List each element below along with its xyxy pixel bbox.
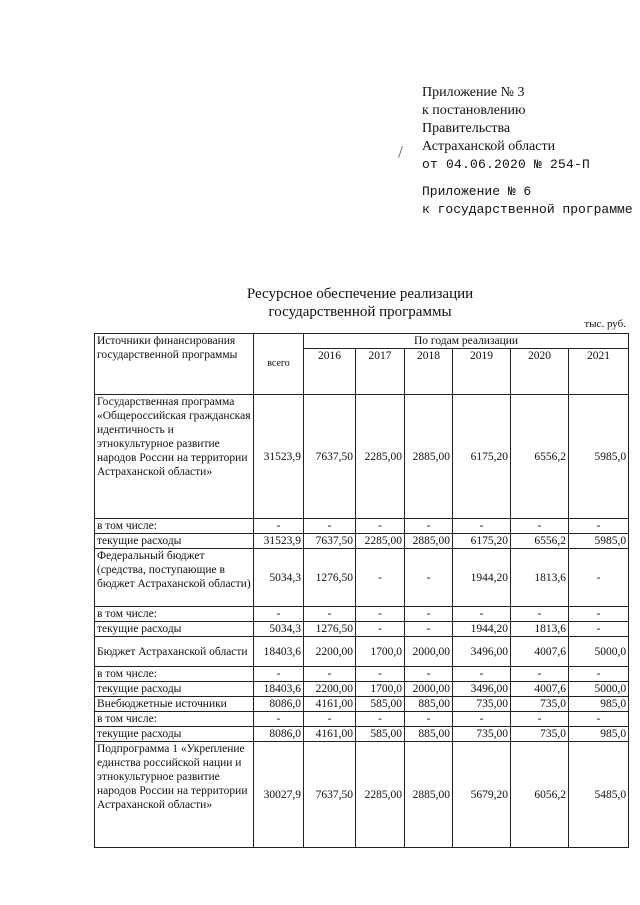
row-year-value: 1944,20	[453, 622, 511, 637]
row-year-value: -	[511, 667, 569, 682]
row-year-value: 585,00	[356, 727, 405, 742]
row-total: -	[254, 667, 304, 682]
row-year-value: 985,0	[569, 727, 629, 742]
table-row	[95, 549, 629, 607]
row-year-value: 5985,0	[569, 395, 629, 519]
row-year-value: -	[304, 712, 356, 727]
row-year-value: 2000,00	[405, 637, 453, 667]
table-row	[95, 395, 629, 519]
row-year-value: 6175,20	[453, 534, 511, 549]
row-year-value: -	[511, 519, 569, 534]
table-row	[95, 712, 629, 727]
annex-3-title: Приложение № 3	[422, 85, 525, 100]
row-year-value: 7637,50	[304, 742, 356, 848]
row-year-value: -	[356, 549, 405, 607]
header-year: 2020	[511, 349, 569, 395]
row-year-value: 7637,50	[304, 395, 356, 519]
row-label: Внебюджетные источники	[95, 697, 254, 712]
pen-mark	[398, 146, 403, 158]
table-row	[95, 519, 629, 534]
row-year-value: 2000,00	[405, 682, 453, 697]
header-source: Источники финансирования государственной программы	[95, 334, 254, 395]
table-row	[95, 622, 629, 637]
row-year-value: 985,0	[569, 697, 629, 712]
row-year-value: -	[405, 607, 453, 622]
annex-6-header	[422, 183, 633, 219]
row-total: 5034,3	[254, 549, 304, 607]
row-year-value: -	[569, 712, 629, 727]
row-year-value: 2885,00	[405, 395, 453, 519]
annex-6-line-2: к государственной программе	[422, 202, 633, 217]
row-label: текущие расходы	[95, 682, 254, 697]
header-year: 2019	[453, 349, 511, 395]
row-year-value: -	[453, 519, 511, 534]
row-year-value: -	[511, 607, 569, 622]
row-label: Бюджет Астраханской области	[95, 637, 254, 667]
header-total: всего	[254, 334, 304, 395]
row-year-value: 5485,0	[569, 742, 629, 848]
header-by-years: По годам реализации	[304, 334, 629, 349]
row-total: -	[254, 712, 304, 727]
row-year-value: -	[569, 622, 629, 637]
row-year-value: 2200,00	[304, 682, 356, 697]
row-year-value: 1700,0	[356, 637, 405, 667]
table-row	[95, 742, 629, 848]
row-year-value: 4161,00	[304, 727, 356, 742]
annex-6-title: Приложение № 6	[422, 184, 532, 199]
row-label: в том числе:	[95, 519, 254, 534]
row-year-value: -	[356, 607, 405, 622]
row-year-value: -	[569, 607, 629, 622]
row-year-value: 3496,00	[453, 637, 511, 667]
document-title	[220, 285, 500, 321]
row-year-value: 735,0	[511, 727, 569, 742]
annex-3-line-2: к постановлению	[422, 103, 526, 118]
row-year-value: 4007,6	[511, 682, 569, 697]
row-year-value: -	[304, 519, 356, 534]
document-title-line-2: государственной программы	[268, 304, 452, 320]
row-year-value: 735,00	[453, 697, 511, 712]
row-year-value: 6175,20	[453, 395, 511, 519]
row-label: текущие расходы	[95, 622, 254, 637]
row-total: 31523,9	[254, 534, 304, 549]
row-total: 8086,0	[254, 727, 304, 742]
row-year-value: -	[356, 519, 405, 534]
table-row	[95, 607, 629, 622]
row-year-value: -	[356, 622, 405, 637]
row-year-value: 2285,00	[356, 742, 405, 848]
row-total: -	[254, 519, 304, 534]
annex-3-line-3: Правительства	[422, 121, 511, 136]
row-year-value: 4161,00	[304, 697, 356, 712]
row-year-value: -	[405, 622, 453, 637]
resource-table	[94, 333, 629, 848]
row-year-value: 735,00	[453, 727, 511, 742]
row-year-value: 3496,00	[453, 682, 511, 697]
row-label: текущие расходы	[95, 534, 254, 549]
row-year-value: -	[356, 712, 405, 727]
row-year-value: -	[569, 549, 629, 607]
row-year-value: -	[304, 667, 356, 682]
annex-3-header	[422, 84, 590, 174]
row-total: 8086,0	[254, 697, 304, 712]
row-year-value: -	[511, 712, 569, 727]
row-total: 18403,6	[254, 637, 304, 667]
table-row	[95, 637, 629, 667]
document-title-line-1: Ресурсное обеспечение реализации	[246, 286, 474, 302]
table-row	[95, 682, 629, 697]
row-total: 31523,9	[254, 395, 304, 519]
row-year-value: 2885,00	[405, 742, 453, 848]
row-year-value: 885,00	[405, 727, 453, 742]
row-year-value: -	[405, 549, 453, 607]
row-year-value: 585,00	[356, 697, 405, 712]
row-total: 30027,9	[254, 742, 304, 848]
row-year-value: 1813,6	[511, 549, 569, 607]
row-year-value: 4007,6	[511, 637, 569, 667]
row-year-value: 2200,00	[304, 637, 356, 667]
row-year-value: 1944,20	[453, 549, 511, 607]
row-year-value: -	[453, 607, 511, 622]
row-year-value: 5985,0	[569, 534, 629, 549]
row-label: Подпрограмма 1 «Укрепление единства российской нации и этнокультурное развитие народов России на территории Астраханской области»	[95, 742, 254, 848]
row-year-value: 6056,2	[511, 742, 569, 848]
table-body	[95, 395, 629, 848]
row-label: Государственная программа «Общероссийская гражданская идентичность и этнокультурное развитие народов России на территории Астраханской области»	[95, 395, 254, 519]
row-year-value: 1813,6	[511, 622, 569, 637]
row-label: текущие расходы	[95, 727, 254, 742]
row-year-value: -	[304, 607, 356, 622]
row-year-value: 1700,0	[356, 682, 405, 697]
row-year-value: 5000,0	[569, 637, 629, 667]
row-label: в том числе:	[95, 607, 254, 622]
row-year-value: 885,00	[405, 697, 453, 712]
row-year-value: -	[356, 667, 405, 682]
row-label: в том числе:	[95, 667, 254, 682]
row-year-value: 1276,50	[304, 549, 356, 607]
row-year-value: 6556,2	[511, 534, 569, 549]
row-total: -	[254, 607, 304, 622]
row-year-value: 6556,2	[511, 395, 569, 519]
row-year-value: -	[569, 519, 629, 534]
header-year: 2017	[356, 349, 405, 395]
header-year: 2016	[304, 349, 356, 395]
annex-3-line-4: Астраханской области	[422, 139, 556, 154]
row-total: 5034,3	[254, 622, 304, 637]
row-year-value: -	[405, 712, 453, 727]
table-row	[95, 697, 629, 712]
row-year-value: 1276,50	[304, 622, 356, 637]
row-year-value: -	[405, 667, 453, 682]
row-year-value: 5679,20	[453, 742, 511, 848]
row-year-value: 2285,00	[356, 534, 405, 549]
row-year-value: -	[453, 667, 511, 682]
table-row	[95, 727, 629, 742]
table-row	[95, 534, 629, 549]
row-year-value: -	[569, 667, 629, 682]
row-label: в том числе:	[95, 712, 254, 727]
row-label: Федеральный бюджет (средства, поступающие в бюджет Астраханской области)	[95, 549, 254, 607]
row-year-value: 2885,00	[405, 534, 453, 549]
row-total: 18403,6	[254, 682, 304, 697]
row-year-value: 7637,50	[304, 534, 356, 549]
row-year-value: 2285,00	[356, 395, 405, 519]
row-year-value: -	[405, 519, 453, 534]
row-year-value: 735,0	[511, 697, 569, 712]
row-year-value: -	[453, 712, 511, 727]
annex-3-decree-number: от 04.06.2020 № 254-П	[422, 157, 591, 172]
table-row	[95, 667, 629, 682]
header-year: 2021	[569, 349, 629, 395]
row-year-value: 5000,0	[569, 682, 629, 697]
header-year: 2018	[405, 349, 453, 395]
unit-label: тыс. руб.	[584, 318, 626, 330]
